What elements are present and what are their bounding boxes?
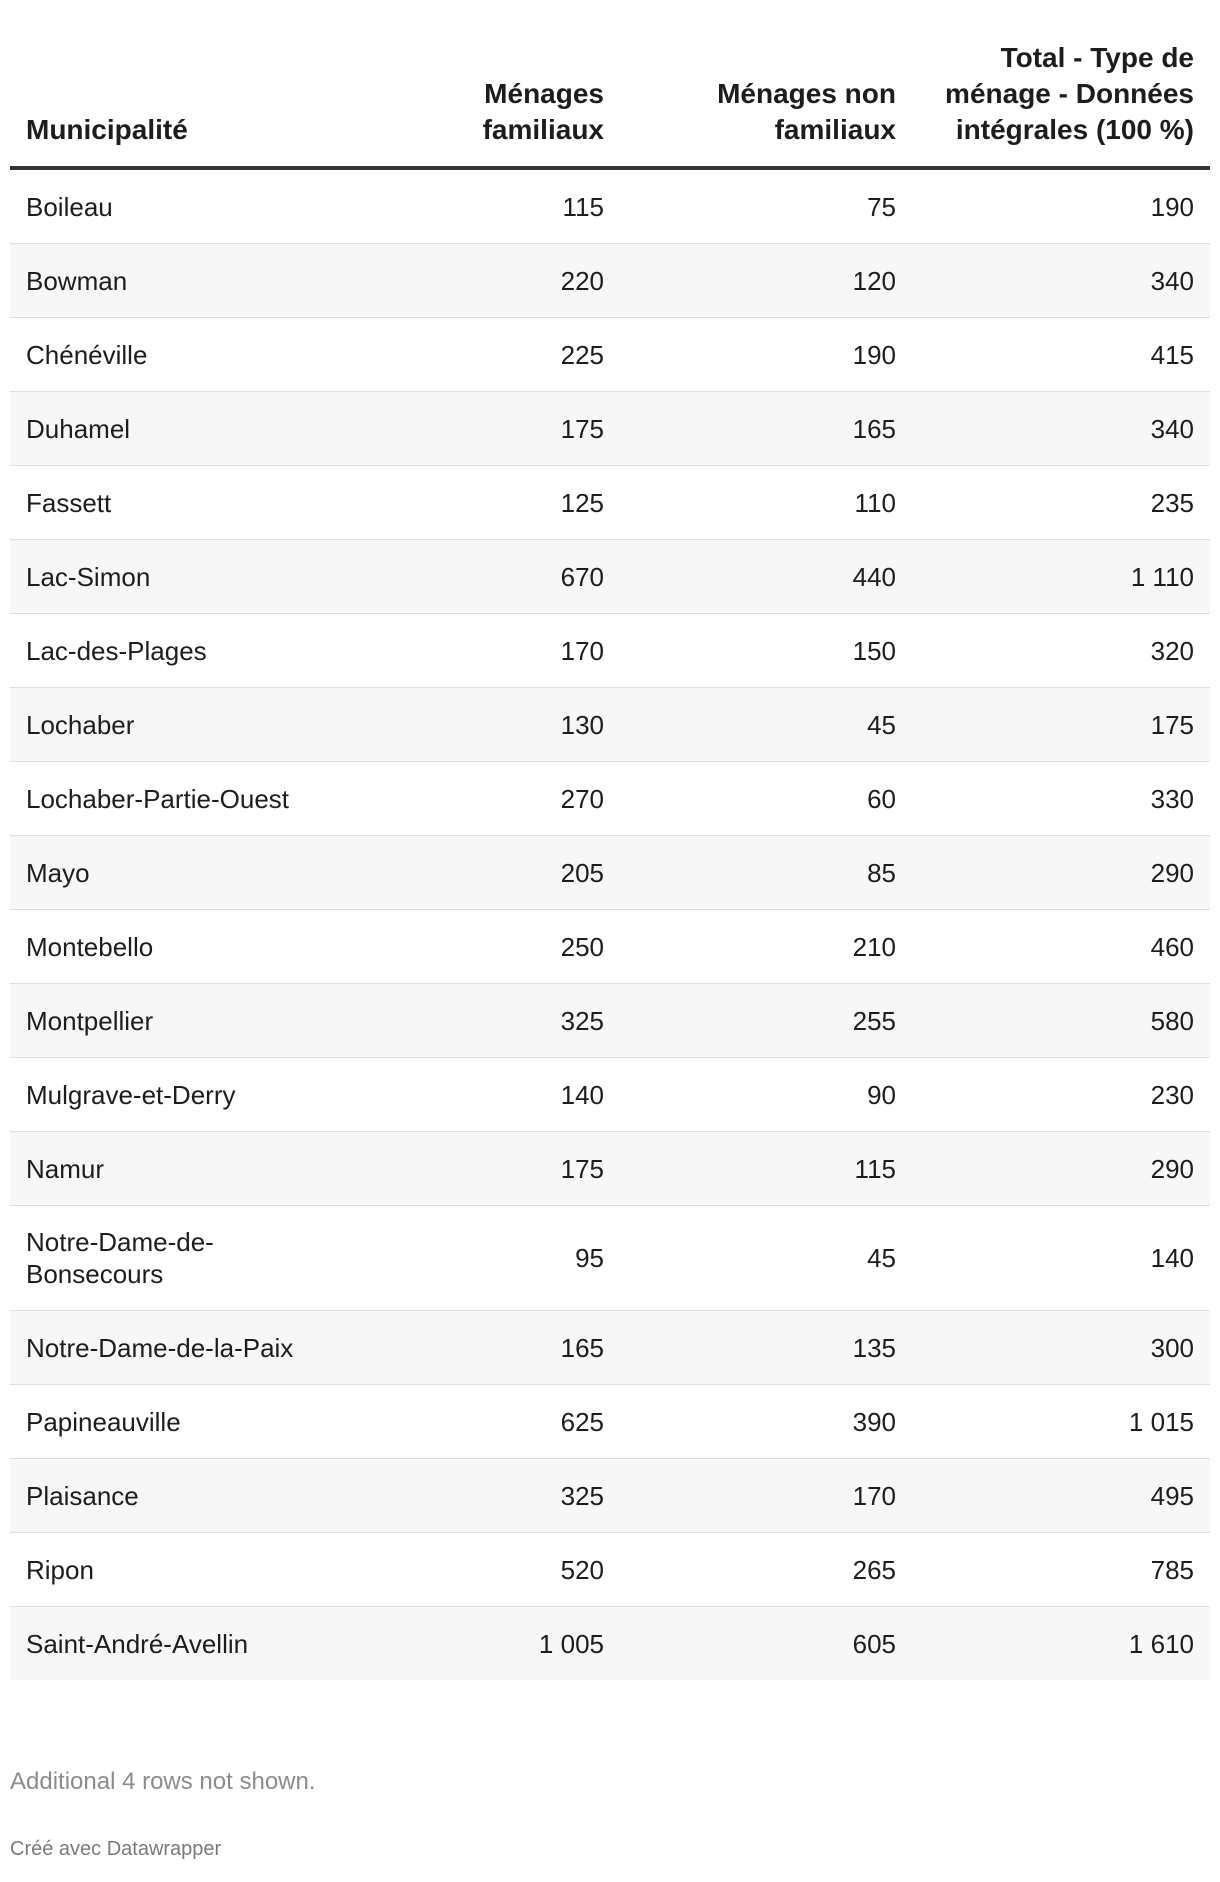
- cell-value: 1 015: [912, 1385, 1210, 1459]
- cell-value: 135: [620, 1311, 912, 1385]
- cell-value: 205: [350, 836, 620, 910]
- cell-municipality: Ripon: [10, 1533, 350, 1607]
- data-table: [10, 40, 1210, 1680]
- table-row: [10, 1607, 1210, 1681]
- cell-value: 60: [620, 762, 912, 836]
- table-body: [10, 168, 1210, 1680]
- cell-value: 265: [620, 1533, 912, 1607]
- cell-municipality: Fassett: [10, 466, 350, 540]
- table-row: [10, 168, 1210, 244]
- table-row: [10, 392, 1210, 466]
- cell-value: 175: [350, 1132, 620, 1206]
- header-row: [10, 40, 1210, 168]
- cell-value: 130: [350, 688, 620, 762]
- cell-municipality: Mulgrave-et-Derry: [10, 1058, 350, 1132]
- cell-value: 1 110: [912, 540, 1210, 614]
- cell-municipality: Duhamel: [10, 392, 350, 466]
- cell-value: 290: [912, 1132, 1210, 1206]
- cell-value: 670: [350, 540, 620, 614]
- table-row: [10, 614, 1210, 688]
- cell-value: 45: [620, 688, 912, 762]
- cell-value: 165: [350, 1311, 620, 1385]
- cell-municipality: Chénéville: [10, 318, 350, 392]
- cell-value: 250: [350, 910, 620, 984]
- cell-municipality: Lac-des-Plages: [10, 614, 350, 688]
- cell-value: 165: [620, 392, 912, 466]
- cell-municipality: Montebello: [10, 910, 350, 984]
- cell-value: 175: [350, 392, 620, 466]
- column-header-menages-non-familiaux[interactable]: Ménages non familiaux: [620, 40, 912, 168]
- cell-value: 605: [620, 1607, 912, 1681]
- cell-value: 225: [350, 318, 620, 392]
- column-header-total[interactable]: Total - Type de ménage - Données intégrales (100 %): [912, 40, 1210, 168]
- cell-value: 115: [350, 168, 620, 244]
- cell-value: 390: [620, 1385, 912, 1459]
- cell-municipality: Notre-Dame-de-Bonsecours: [10, 1206, 350, 1311]
- cell-value: 460: [912, 910, 1210, 984]
- column-header-municipalite[interactable]: Municipalité: [10, 40, 350, 168]
- cell-value: 170: [350, 614, 620, 688]
- cell-value: 190: [912, 168, 1210, 244]
- cell-municipality: Namur: [10, 1132, 350, 1206]
- cell-value: 110: [620, 466, 912, 540]
- cell-value: 230: [912, 1058, 1210, 1132]
- cell-value: 125: [350, 466, 620, 540]
- table-row: [10, 318, 1210, 392]
- cell-municipality: Lochaber-Partie-Ouest: [10, 762, 350, 836]
- cell-value: 320: [912, 614, 1210, 688]
- table-row: [10, 836, 1210, 910]
- table-row: [10, 1533, 1210, 1607]
- cell-value: 175: [912, 688, 1210, 762]
- table-notes: Additional 4 rows not shown.: [10, 1768, 316, 1795]
- column-header-menages-familiaux[interactable]: Ménages familiaux: [350, 40, 620, 168]
- cell-municipality: Montpellier: [10, 984, 350, 1058]
- credit-line: Créé avec Datawrapper: [10, 1838, 222, 1860]
- table-row: [10, 1058, 1210, 1132]
- cell-value: 1 610: [912, 1607, 1210, 1681]
- table-row: [10, 688, 1210, 762]
- cell-value: 220: [350, 244, 620, 318]
- cell-value: 85: [620, 836, 912, 910]
- cell-value: 235: [912, 466, 1210, 540]
- cell-value: 1 005: [350, 1607, 620, 1681]
- table-row: [10, 1311, 1210, 1385]
- cell-value: 415: [912, 318, 1210, 392]
- cell-value: 340: [912, 392, 1210, 466]
- table-row: [10, 1459, 1210, 1533]
- cell-value: 270: [350, 762, 620, 836]
- cell-value: 115: [620, 1132, 912, 1206]
- table-row: [10, 762, 1210, 836]
- table-row: [10, 984, 1210, 1058]
- cell-value: 785: [912, 1533, 1210, 1607]
- cell-value: 190: [620, 318, 912, 392]
- cell-municipality: Bowman: [10, 244, 350, 318]
- cell-value: 95: [350, 1206, 620, 1311]
- cell-value: 330: [912, 762, 1210, 836]
- cell-municipality: Papineauville: [10, 1385, 350, 1459]
- cell-value: 440: [620, 540, 912, 614]
- cell-municipality: Saint-André-Avellin: [10, 1607, 350, 1681]
- cell-value: 210: [620, 910, 912, 984]
- cell-value: 120: [620, 244, 912, 318]
- cell-municipality: Notre-Dame-de-la-Paix: [10, 1311, 350, 1385]
- cell-value: 75: [620, 168, 912, 244]
- cell-value: 580: [912, 984, 1210, 1058]
- table-header: [10, 40, 1210, 168]
- cell-value: 140: [912, 1206, 1210, 1311]
- table-row: [10, 1206, 1210, 1311]
- cell-value: 300: [912, 1311, 1210, 1385]
- cell-value: 90: [620, 1058, 912, 1132]
- cell-value: 520: [350, 1533, 620, 1607]
- cell-municipality: Plaisance: [10, 1459, 350, 1533]
- cell-value: 255: [620, 984, 912, 1058]
- table-row: [10, 1132, 1210, 1206]
- cell-value: 140: [350, 1058, 620, 1132]
- cell-municipality: Lochaber: [10, 688, 350, 762]
- table-row: [10, 1385, 1210, 1459]
- cell-value: 625: [350, 1385, 620, 1459]
- cell-value: 150: [620, 614, 912, 688]
- cell-value: 340: [912, 244, 1210, 318]
- cell-municipality: Mayo: [10, 836, 350, 910]
- cell-value: 45: [620, 1206, 912, 1311]
- cell-value: 325: [350, 984, 620, 1058]
- cell-value: 290: [912, 836, 1210, 910]
- cell-value: 325: [350, 1459, 620, 1533]
- cell-value: 495: [912, 1459, 1210, 1533]
- cell-municipality: Boileau: [10, 168, 350, 244]
- table-row: [10, 466, 1210, 540]
- table-row: [10, 910, 1210, 984]
- table-row: [10, 244, 1210, 318]
- cell-value: 170: [620, 1459, 912, 1533]
- table-row: [10, 540, 1210, 614]
- cell-municipality: Lac-Simon: [10, 540, 350, 614]
